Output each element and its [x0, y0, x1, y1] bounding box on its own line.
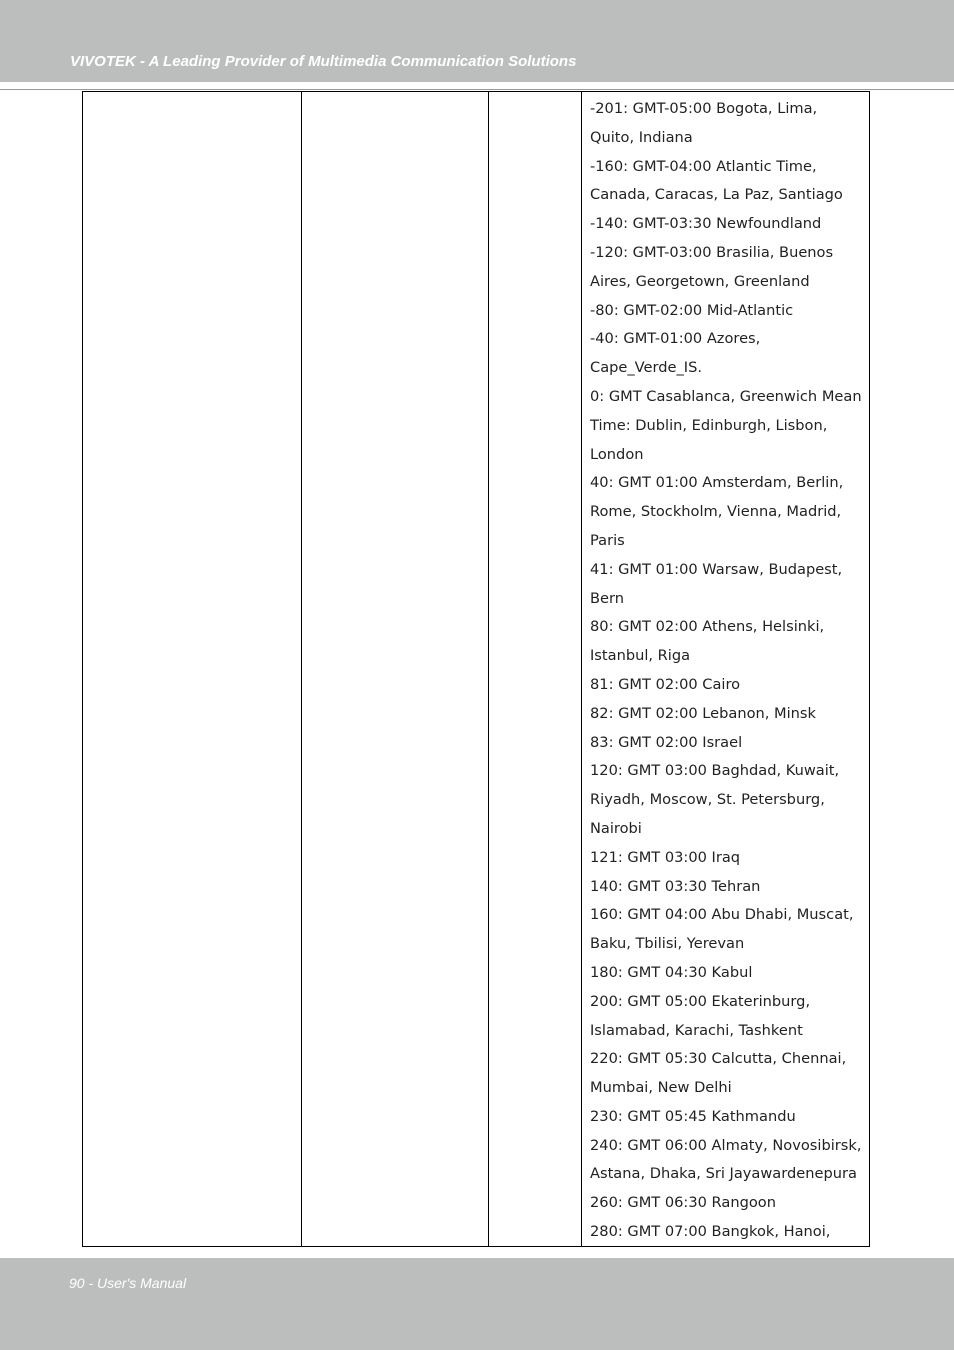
timezone-line: 180: GMT 04:30 Kabul	[590, 963, 753, 981]
timezone-line: Mumbai, New Delhi	[590, 1079, 732, 1097]
header-title: VIVOTEK - A Leading Provider of Multimedia Communication Solutions	[70, 53, 577, 70]
timezone-line: Paris	[590, 531, 625, 549]
timezone-table	[82, 91, 870, 1247]
timezone-line: 82: GMT 02:00 Lebanon, Minsk	[590, 704, 816, 722]
timezone-line: 280: GMT 07:00 Bangkok, Hanoi,	[590, 1223, 831, 1241]
timezone-line: 121: GMT 03:00 Iraq	[590, 848, 741, 866]
timezone-line: 120: GMT 03:00 Baghdad, Kuwait,	[590, 762, 840, 780]
timezone-line: 160: GMT 04:00 Abu Dhabi, Muscat,	[590, 906, 854, 924]
timezone-line: -201: GMT-05:00 Bogota, Lima,	[590, 100, 818, 117]
timezone-line: Bern	[590, 589, 624, 607]
timezone-line: Baku, Tbilisi, Yerevan	[590, 935, 745, 953]
timezone-line: 40: GMT 01:00 Amsterdam, Berlin,	[590, 474, 844, 492]
table-column-divider-1	[301, 92, 302, 1246]
page-footer-band	[0, 1258, 954, 1350]
table-column-divider-2	[488, 92, 489, 1246]
timezone-line: -140: GMT-03:30 Newfoundland	[590, 215, 822, 233]
timezone-line: London	[590, 445, 644, 463]
header-divider	[0, 89, 954, 90]
page-header-band	[0, 0, 954, 82]
timezone-line: -160: GMT-04:00 Atlantic Time,	[590, 157, 817, 175]
timezone-line: -80: GMT-02:00 Mid-Atlantic	[590, 301, 794, 319]
timezone-line: 140: GMT 03:30 Tehran	[590, 877, 761, 895]
timezone-line: Astana, Dhaka, Sri Jayawardenepura	[590, 1165, 857, 1183]
timezone-line: 260: GMT 06:30 Rangoon	[590, 1194, 776, 1212]
timezone-line: -40: GMT-01:00 Azores,	[590, 330, 761, 348]
timezone-line: Cape_Verde_IS.	[590, 359, 702, 377]
timezone-line: Canada, Caracas, La Paz, Santiago	[590, 186, 843, 204]
timezone-line: Rome, Stockholm, Vienna, Madrid,	[590, 503, 842, 521]
timezone-line: 0: GMT Casablanca, Greenwich Mean	[590, 387, 862, 405]
timezone-line: Islamabad, Karachi, Tashkent	[590, 1021, 803, 1039]
timezone-line: 41: GMT 01:00 Warsaw, Budapest,	[590, 560, 843, 578]
timezone-line: Aires, Georgetown, Greenland	[590, 272, 810, 290]
table-column-divider-3	[581, 92, 582, 1246]
timezone-line: Time: Dublin, Edinburgh, Lisbon,	[590, 416, 828, 434]
timezone-line: 80: GMT 02:00 Athens, Helsinki,	[590, 618, 825, 636]
timezone-list-cell	[590, 95, 866, 1247]
timezone-line: -120: GMT-03:00 Brasilia, Buenos	[590, 243, 834, 261]
timezone-line: 200: GMT 05:00 Ekaterinburg,	[590, 992, 811, 1010]
timezone-line: 240: GMT 06:00 Almaty, Novosibirsk,	[590, 1136, 862, 1154]
timezone-line: 83: GMT 02:00 Israel	[590, 733, 743, 751]
timezone-line: 81: GMT 02:00 Cairo	[590, 675, 741, 693]
timezone-line: Istanbul, Riga	[590, 647, 691, 665]
timezone-line: Quito, Indiana	[590, 128, 693, 146]
timezone-line: Riyadh, Moscow, St. Petersburg,	[590, 791, 825, 809]
timezone-line: 230: GMT 05:45 Kathmandu	[590, 1107, 796, 1125]
page-number-label: 90 - User's Manual	[69, 1275, 187, 1291]
timezone-line: 220: GMT 05:30 Calcutta, Chennai,	[590, 1050, 847, 1068]
timezone-line: Nairobi	[590, 819, 642, 837]
